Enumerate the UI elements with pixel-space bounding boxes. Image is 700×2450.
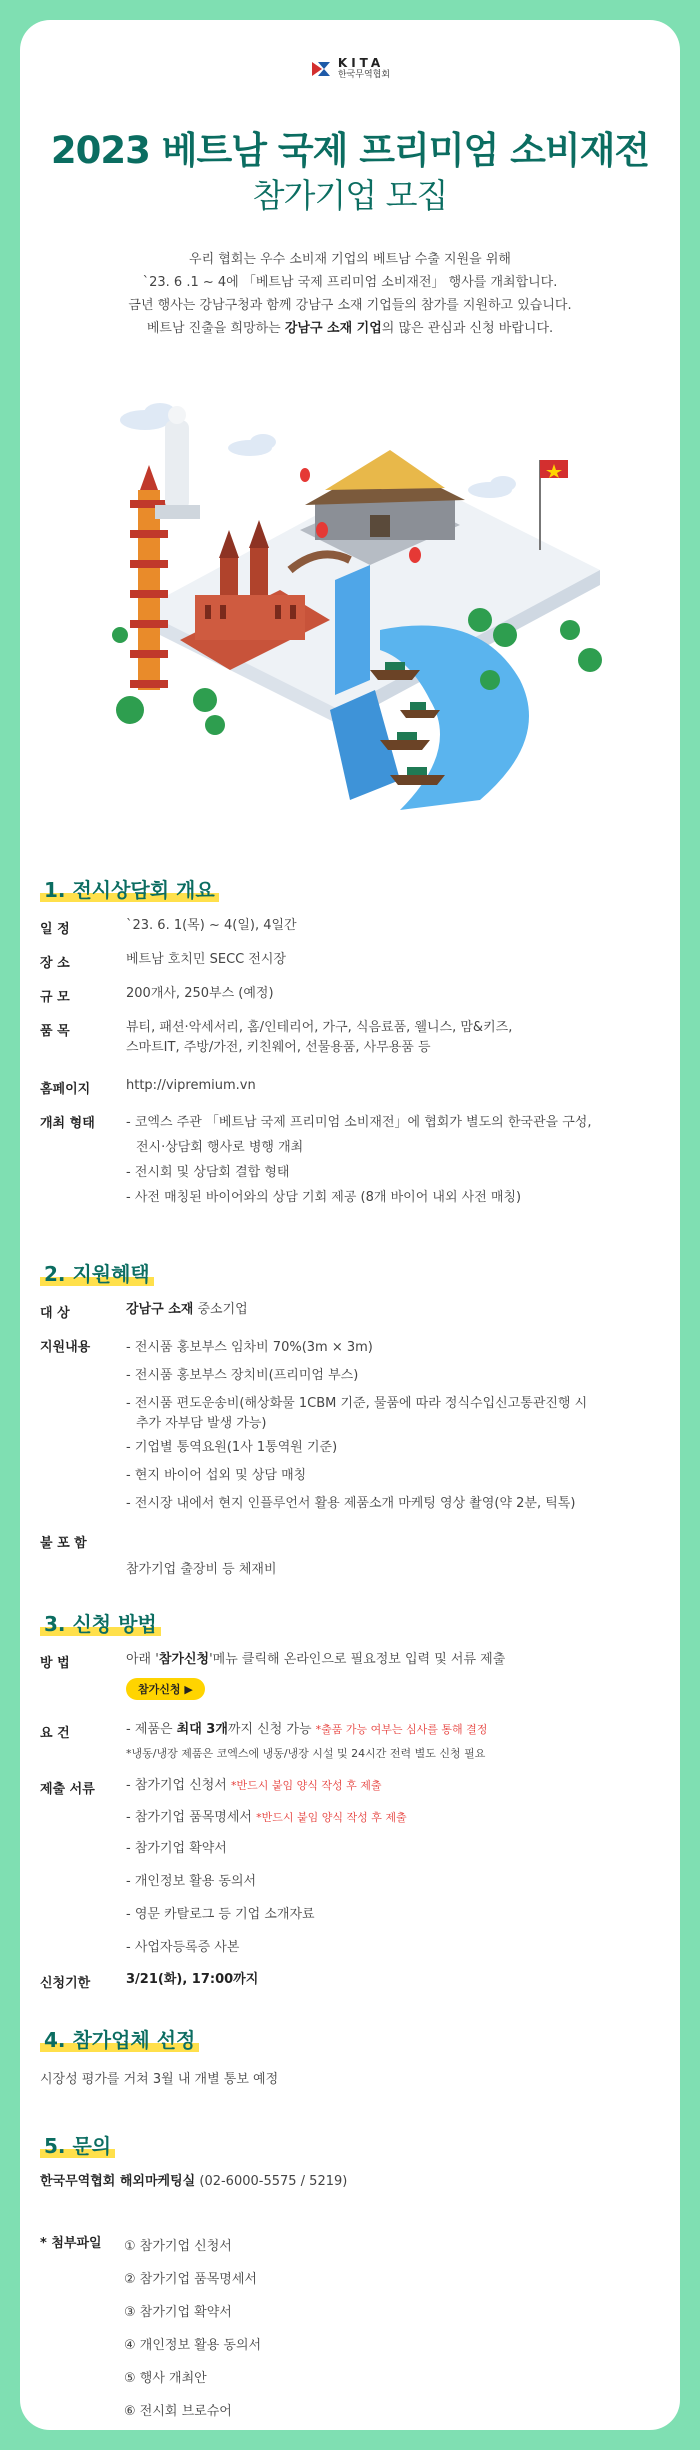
s1-date-value: `23. 6. 1(목) ~ 4(일), 4일간 — [126, 918, 297, 933]
section-1-heading: 1. 전시상담회 개요 — [40, 874, 219, 903]
s1-web-link[interactable]: http://vipremium.vn — [126, 1078, 256, 1093]
attachment-item[interactable]: ③ 참가기업 확약서 — [124, 2305, 232, 2320]
s5-attach-label: * 첨부파일 — [40, 2236, 102, 2251]
s1-items-value: 뷰티, 패션·악세서리, 홈/인테리어, 가구, 식음료품, 웰니스, 맘&키즈, 스마트IT, 주방/가전, 키친웨어, 선물용품, 사무용품 등 — [126, 1020, 513, 1055]
s1-scale-label: 규 모 — [40, 990, 70, 1005]
s5-contact: 한국무역협회 해외마케팅실 (02-6000-5575 / 5219) — [40, 2174, 348, 2189]
s2-target-value: 강남구 소재 중소기업 — [126, 1302, 248, 1317]
s2-excluded-label: 불 포 함 — [40, 1536, 87, 1551]
apply-button[interactable]: 참가신청 ▶ — [126, 1678, 205, 1700]
s3-docs-label: 제출 서류 — [40, 1782, 95, 1797]
intro-line-1: 우리 협회는 우수 소비재 기업의 베트남 수출 지원을 위해 — [189, 252, 511, 267]
s3-req-label: 요 건 — [40, 1726, 70, 1741]
s1-form-value: - 코엑스 주관 「베트남 국제 프리미엄 소비재전」에 협회가 별도의 한국관을 구성, 전시·상담회 행사로 병행 개최 - 전시회 및 상담회 결합 형태 - 사전 매칭된 바이어와의 상담 기회 제공 (8개 바이어 내외 사전 매칭) — [126, 1115, 592, 1205]
attachment-item[interactable]: ④ 개인정보 활용 동의서 — [124, 2338, 262, 2353]
s1-place-label: 장 소 — [40, 956, 70, 971]
page-title: 2023 베트남 국제 프리미엄 소비재전 — [50, 129, 650, 172]
logo-ko: 한국무역협회 — [337, 70, 391, 80]
notice-card — [20, 20, 680, 2430]
attachment-item[interactable]: ① 참가기업 신청서 — [124, 2239, 232, 2254]
s3-req-value: - 제품은 최대 3개까지 신청 가능 *출품 가능 여부는 심사를 통해 결정 — [126, 1722, 488, 1737]
s1-date-label: 일 정 — [40, 922, 70, 937]
intro-line-3: 금년 행사는 강남구청과 함께 강남구 소재 기업들의 참가를 지원하고 있습니다. — [128, 298, 572, 313]
s2-excluded-value: 참가기업 출장비 등 체재비 — [126, 1562, 277, 1577]
s3-method-label: 방 법 — [40, 1656, 70, 1671]
vietnam-landmarks-illustration — [100, 380, 620, 830]
s4-text: 시장성 평가를 거쳐 3월 내 개별 통보 예정 — [40, 2072, 279, 2087]
s1-items-label: 품 목 — [40, 1024, 70, 1039]
s3-deadline-label: 신청기한 — [40, 1976, 91, 1991]
s3-method-value: 아래 '참가신청'메뉴 클릭해 온라인으로 필요정보 입력 및 서류 제출 — [126, 1652, 506, 1667]
attachment-item[interactable]: ⑥ 전시회 브로슈어 — [124, 2404, 232, 2419]
kita-logo[interactable] — [20, 57, 680, 80]
s2-target-label: 대 상 — [40, 1306, 70, 1321]
s5-attach-list — [124, 2230, 664, 2428]
s1-form-label: 개최 형태 — [40, 1116, 95, 1131]
intro-text — [20, 248, 680, 340]
s1-web-label: 홈페이지 — [40, 1082, 91, 1097]
s3-docs-list: - 참가기업 신청서 *반드시 붙임 양식 작성 후 제출 - 참가기업 품목명세서 *반드시 붙임 양식 작성 후 제출 - 참가기업 확약서 - 개인정보 활용 동의서 - 영문 카탈로그 등 기업 소개자료 - 사업자등록증 사본 — [126, 1778, 407, 1955]
s1-scale-value: 200개사, 250부스 (예정) — [126, 986, 274, 1001]
s3-req-note: *냉동/냉장 제품은 코엑스에 냉동/냉장 시설 및 24시간 전력 별도 신청 필요 — [126, 1747, 486, 1760]
attachment-item[interactable]: ② 참가기업 품목명세서 — [124, 2272, 257, 2287]
attachment-item[interactable]: ⑤ 행사 개최안 — [124, 2371, 207, 2386]
section-4-heading: 4. 참가업체 선정 — [40, 2024, 199, 2053]
page-subtitle: 참가기업 모집 — [252, 176, 448, 215]
s1-place-value: 베트남 호치민 SECC 전시장 — [126, 952, 287, 967]
kita-emblem-icon — [310, 58, 332, 80]
intro-line-4: 베트남 진출을 희망하는 강남구 소재 기업의 많은 관심과 신청 바랍니다. — [146, 321, 554, 336]
section-3-heading: 3. 신청 방법 — [40, 1608, 161, 1637]
logo-en: KITA — [337, 56, 385, 70]
section-2-heading: 2. 지원혜택 — [40, 1258, 154, 1287]
section-5-heading: 5. 문의 — [40, 2130, 115, 2159]
s3-deadline-value: 3/21(화), 17:00까지 — [126, 1972, 259, 1987]
intro-line-2: `23. 6 .1 ~ 4에 「베트남 국제 프리미엄 소비재전」 행사를 개최합니다. — [142, 275, 558, 290]
s2-support-list: - 전시품 홍보부스 임차비 70%(3m × 3m) - 전시품 홍보부스 장치비(프리미엄 부스) - 전시품 편도운송비(해상화물 1CBM 기준, 물품에 따라 정식수입신고통관진행 시 추가 자부담 발생 가능) - 기업별 통역요원(1사 1통역원 기준) - 현지 바이어 섭외 및 상담 매칭 - 전시장 내에서 현지 인플루언서 활용 제품소개 마케팅 영상 촬영(약 2분, 틱톡) — [126, 1340, 588, 1511]
s2-support-label: 지원내용 — [40, 1340, 91, 1355]
